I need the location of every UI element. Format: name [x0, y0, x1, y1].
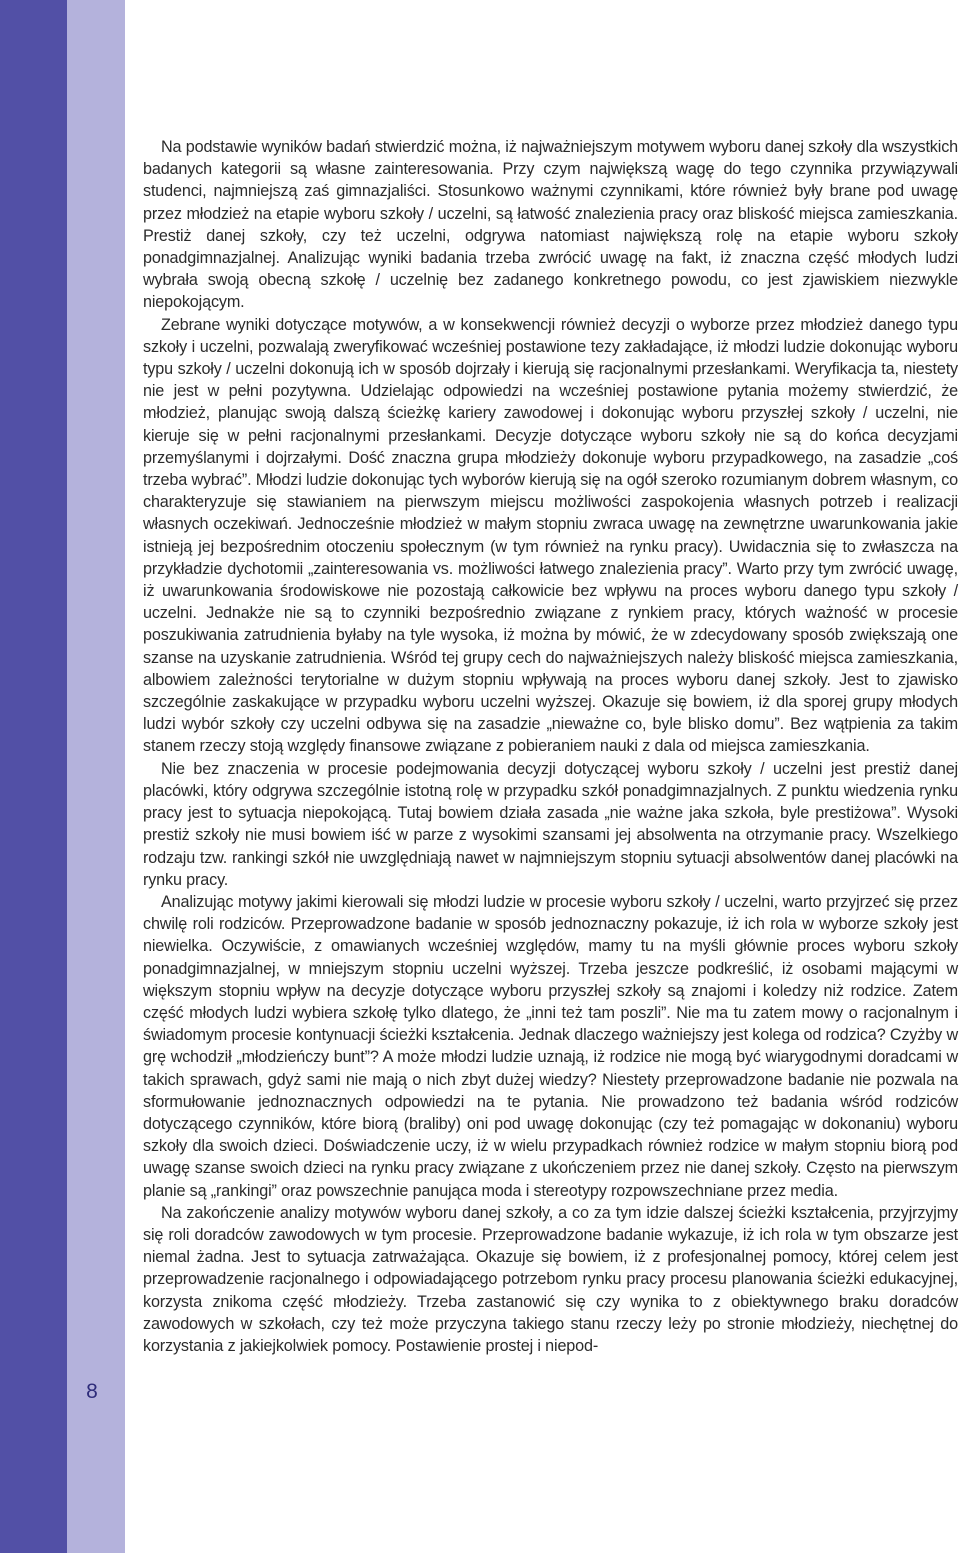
body-text [143, 136, 958, 1357]
paragraph-4: Analizując motywy jakimi kierowali się młodzi ludzie w procesie wyboru szkoły / uczelni, warto przyjrzeć się przez chwilę roli rodziców. Przeprowadzone badanie w sposób jednoznaczny pokazuje, iż ich rola w wyborze szkoły jest niewielka. Oczywiście, z omawianych wcześniej względów, mamy tu na myśli głównie proces wyboru szkoły ponadgimnazjalnej, w mniejszym stopniu uczelni wyższej. Trzeba jeszcze podkreślić, iż osobami mającymi w większym stopniu wpływ na decyzje dotyczące wyboru przyszłej szkoły są znajomi i koledzy niż rodzice. Zatem część młodych ludzi wybiera szkołę tylko dlatego, że „inni też tam poszli”. Nie ma tu zatem mowy o racjonalnym i świadomym procesie kontynuacji ścieżki kształcenia. Jednak dlaczego ważniejszy jest kolega od rodzica? Czyżby w grę wchodził „młodzieńczy bunt”? A może młodzi ludzie uznają, iż rodzice nie mogą być wiarygodnymi doradcami w takich sprawach, gdyż sami nie mają o nich zbyt dużej wiedzy? Niestety przeprowadzone badanie nie pozwala na sformułowanie jednoznacznych odpowiedzi na te pytania. Nie prowadzono też badania wśród rodziców dotyczącego czynników, które biorą (braliby) oni pod uwagę dokonując (czy też pomagając w dokonaniu) wyboru szkoły dla swoich dzieci. Doświadczenie uczy, iż w wielu przypadkach również rodzice w małym stopniu biorą pod uwagę szanse swoich dzieci na rynku pracy związane z ukończeniem przez nie danej szkoły. Często na pierwszym planie są „rankingi” oraz powszechnie panująca moda i stereotypy rozpowszechniane przez media. [143, 892, 958, 1200]
paragraph-1: Na podstawie wyników badań stwierdzić można, iż najważniejszym motywem wyboru danej szkoły dla wszystkich badanych kategorii są własne zainteresowania. Przy czym największą wagę do tego czynnika przywiązywali studenci, najmniejszą zaś gimnazjaliści. Stosunkowo ważnymi czynnikami, które również były brane pod uwagę przez młodzież na etapie wyboru szkoły / uczelni, są łatwość znalezienia pracy oraz bliskość miejsca zamieszkania. Prestiż danej szkoły, czy też uczelni, odgrywa natomiast największą rolę na etapie wyboru szkoły ponadgimnazjalnej. Analizując wyniki badania trzeba zwrócić uwagę na fakt, iż znaczna część młodych ludzi wybrała swoją obecną szkołę / uczelnię bez zadanego konkretnego powodu, co jest zjawiskiem niezwykle niepokojącym. [143, 138, 958, 312]
paragraph-2: Zebrane wyniki dotyczące motywów, a w konsekwencji również decyzji o wyborze przez młodzież danego typu szkoły i uczelni, pozwalają zweryfikować wcześniej postawione tezy zakładające, iż młodzi ludzie dokonując wyboru typu szkoły / uczelni dokonują ich w sposób dojrzały i kierują się racjonalnymi przesłankami. Weryfikacja ta, niestety nie jest w pełni pozytywna. Udzielając odpowiedzi na wcześniej postawione pytania możemy stwierdzić, że młodzież, planując swoją dalszą ścieżkę kariery zawodowej i dokonując wyboru przyszłej szkoły / uczelni, nie kieruje się w pełni racjonalnymi przesłankami. Decyzje dotyczące wyboru szkoły nie są do końca decyzjami przemyślanymi i dojrzałymi. Dość znaczna grupa młodzieży dokonuje wyboru przypadkowego, na zasadzie „coś trzeba wybrać”. Młodzi ludzie dokonując tych wyborów kierują się na ogół szeroko rozumianym dobrem własnym, co charakteryzuje się stawianiem na pierwszym miejscu możliwości zaspokojenia własnych potrzeb i realizacji własnych oczekiwań. Jednocześnie młodzież w małym stopniu zwraca uwagę na zewnętrzne uwarunkowania jakie istnieją jej bezpośrednim otoczeniu społecznym (w tym również na rynku pracy). Uwidacznia się to zwłaszcza na przykładzie dychotomii „zainteresowania vs. możliwości łatwego znalezienia pracy”. Warto przy tym zwrócić uwagę, iż uwarunkowania środowiskowe nie pozostają całkowicie bez wpływu na proces wyboru danego typu szkoły / uczelni. Jednakże nie są to czynniki bezpośrednio związane z rynkiem pracy, których ważność w procesie poszukiwania zatrudnienia byłaby na tyle wysoka, iż można by mówić, że w zdecydowany sposób zwiększają one szanse na uzyskanie zatrudnienia. Wśród tej grupy cech do najważniejszych należy bliskość miejsca zamieszkania, albowiem zależności terytorialne w dużym stopniu wpływają na proces wyboru danej szkoły. Jest to zjawisko szczególnie zaskakujące w przypadku wyboru uczelni wyższej. Okazuje się bowiem, iż dla sporej grupy młodych ludzi wybór szkoły czy uczelni odbywa się na zasadzie „nieważne co, byle blisko domu”. Bez wątpienia za takim stanem rzeczy stoją względy finansowe związane z pobieraniem nauki z dala od miejsca zamieszkania. [143, 315, 958, 756]
sidebar-dark-band [0, 0, 67, 1553]
paragraph-5: Na zakończenie analizy motywów wyboru danej szkoły, a co za tym idzie dalszej ścieżki kształcenia, przyjrzyjmy się roli doradców zawodowych w tym procesie. Przeprowadzone badanie wykazuje, iż ich rola w tym obszarze jest niemal żadna. Jest to sytuacja zatrważająca. Okazuje się bowiem, iż z profesjonalnej pomocy, której celem jest przeprowadzenie racjonalnego i odpowiadającego potrzebom rynku pracy procesu planowania ścieżki edukacyjnej, korzysta znikoma część młodzieży. Trzeba zastanowić się czy wynika to z obiektywnego braku doradców zawodowych w szkołach, czy też może przyczyna takiego stanu rzeczy leży po stronie młodzieży, niechętnej do korzystania z jakiejkolwiek pomocy. Postawienie prostej i niepod- [143, 1203, 958, 1355]
paragraph-3: Nie bez znaczenia w procesie podejmowania decyzji dotyczącej wyboru szkoły / uczelni jest prestiż danej placówki, który odgrywa szczególnie istotną rolę w przypadku szkół ponadgimnazjalnych. Z punktu wiedzenia rynku pracy jest to sytuacja niepokojącą. Tutaj bowiem działa zasada „nie ważne jaka szkoła, byle prestiżowa”. Wysoki prestiż szkoły nie musi bowiem iść w parze z wysokimi szansami jej absolwenta na otrzymanie pracy. Wszelkiego rodzaju tzw. rankingi szkół nie uwzględniają nawet w najmniejszym stopniu sytuacji absolwentów danej placówki na rynku pracy. [143, 759, 958, 889]
page-number: 8 [86, 1380, 98, 1403]
